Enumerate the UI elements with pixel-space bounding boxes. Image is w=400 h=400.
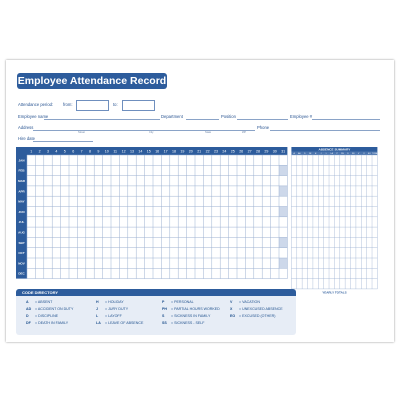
- code-entry-la: [96, 321, 143, 325]
- code-abbrev: AD: [26, 307, 32, 311]
- to-label: to:: [113, 102, 118, 107]
- month-label-apr: APR: [18, 189, 25, 194]
- day-header-21: 21: [197, 149, 202, 154]
- day-header-1: 1: [30, 149, 33, 154]
- day-header-9: 9: [97, 149, 100, 154]
- code-abbrev: EO: [230, 314, 236, 318]
- code-directory: [16, 289, 296, 335]
- code-description: = LEAVE OF ABSENCE: [105, 321, 144, 325]
- code-abbrev: V: [230, 300, 233, 304]
- shaded-cell: [279, 186, 287, 196]
- day-header-20: 20: [188, 149, 193, 154]
- code-abbrev: L: [96, 314, 99, 318]
- code-description: = UNEXCUSED ABSENCE: [239, 307, 283, 311]
- day-header-23: 23: [214, 149, 218, 154]
- month-column: [16, 155, 27, 279]
- summary-code-s: S: [347, 153, 349, 155]
- code-entry-l: [96, 314, 122, 318]
- code-description: = DEATH IN FAMILY: [35, 321, 69, 325]
- day-header-14: 14: [138, 149, 143, 154]
- month-label-dec: DEC: [18, 271, 25, 276]
- code-abbrev: PH: [162, 307, 167, 311]
- day-header-7: 7: [80, 149, 83, 154]
- attendance-form-sheet: [6, 60, 394, 342]
- summary-code-ad: AD: [298, 153, 301, 155]
- summary-code-d: D: [304, 153, 306, 155]
- month-label-mar: MAR: [18, 178, 25, 183]
- day-header-2: 2: [38, 149, 41, 154]
- code-description: = PERSONAL: [171, 300, 194, 304]
- code-entry-s: [162, 314, 210, 318]
- day-header-31: 31: [281, 149, 286, 154]
- absence-summary-title: ABSENCE SUMMARY: [318, 147, 351, 152]
- month-label-jun: JUN: [18, 209, 25, 214]
- shaded-cell: [279, 237, 287, 247]
- day-header-29: 29: [264, 149, 269, 154]
- summary-code-x: X: [363, 153, 365, 155]
- zip-caption: ZIP: [242, 131, 247, 134]
- phone-label: Phone: [257, 125, 270, 130]
- month-label-jul: JUL: [18, 220, 25, 225]
- code-abbrev: H: [96, 300, 99, 304]
- position-label: Position: [221, 114, 236, 119]
- summary-code-ph: PH: [341, 153, 344, 155]
- code-abbrev: A: [26, 300, 29, 304]
- month-label-jan: JAN: [18, 158, 25, 163]
- summary-code-eo: EO: [367, 153, 371, 155]
- day-header-16: 16: [155, 149, 160, 154]
- code-abbrev: P: [162, 300, 165, 304]
- month-label-aug: AUG: [18, 230, 25, 235]
- day-header-3: 3: [47, 149, 49, 154]
- code-entry-ad: [26, 307, 73, 311]
- department-label: Department: [161, 114, 183, 119]
- code-entry-p: [162, 300, 194, 304]
- day-header-10: 10: [104, 149, 109, 154]
- street-caption: Street: [78, 131, 85, 134]
- code-description: = HOLIDAY: [105, 300, 124, 304]
- code-entry-j: [96, 307, 128, 311]
- code-abbrev: S: [162, 314, 165, 318]
- day-header-28: 28: [256, 149, 260, 154]
- hire-date-label: Hire date: [18, 136, 35, 141]
- code-abbrev: X: [230, 307, 233, 311]
- code-description: = ABSENT: [35, 300, 53, 304]
- shaded-cell: [279, 207, 287, 217]
- summary-code-a: A: [293, 153, 295, 155]
- summary-code-p: P: [336, 153, 338, 155]
- day-header-17: 17: [163, 149, 168, 154]
- summary-code-v: V: [357, 153, 360, 155]
- day-header-12: 12: [121, 149, 126, 154]
- day-header-8: 8: [89, 149, 91, 154]
- month-label-nov: NOV: [18, 261, 25, 266]
- code-description: = LAYOFF: [105, 314, 122, 318]
- code-entry-a: [26, 300, 52, 304]
- summary-code-j: J: [320, 153, 322, 155]
- day-header-4: 4: [55, 149, 58, 154]
- code-abbrev: J: [96, 307, 98, 311]
- code-entry-d: [26, 314, 58, 318]
- code-description: = JURY DUTY: [105, 307, 129, 311]
- code-description: = PARTIAL HOURS WORKED: [171, 307, 220, 311]
- code-entry-v: [230, 300, 260, 304]
- code-abbrev: D: [26, 314, 29, 318]
- code-abbrev: LA: [96, 321, 101, 325]
- attendance-period-label: Attendance period:: [18, 102, 54, 107]
- day-header-13: 13: [130, 149, 134, 154]
- day-header-25: 25: [230, 149, 235, 154]
- code-description: = DISCIPLINE: [35, 314, 59, 318]
- day-header-30: 30: [272, 149, 277, 154]
- code-description: = ACCIDENT ON DUTY: [35, 307, 74, 311]
- code-description: = EXCUSED (OTHER): [239, 314, 276, 318]
- day-header-5: 5: [63, 149, 66, 154]
- city-caption: City: [149, 131, 154, 134]
- code-description: = VACATION: [239, 300, 260, 304]
- month-label-sep: SEP: [18, 240, 25, 245]
- code-directory-title: CODE DIRECTORY: [16, 289, 296, 296]
- summary-code-df: DF: [308, 153, 312, 155]
- code-description: = SICKNESS - SELF: [171, 321, 205, 325]
- shaded-cell: [279, 258, 287, 268]
- summary-code-l: L: [325, 153, 327, 155]
- code-entry-h: [96, 300, 124, 304]
- day-header-26: 26: [239, 149, 244, 154]
- summary-code-ss: SS: [351, 153, 355, 155]
- month-label-may: MAY: [18, 199, 25, 204]
- form-title: Employee Attendance Record: [17, 75, 167, 87]
- employee-name-label: Employee name: [18, 114, 49, 119]
- day-header-22: 22: [205, 149, 210, 154]
- yearly-totals-label: YEARLY TOTALS: [322, 290, 347, 295]
- code-abbrev: DF: [26, 321, 31, 325]
- summary-code-h: H: [314, 153, 317, 155]
- day-header-27: 27: [247, 149, 252, 154]
- shaded-cell: [279, 165, 287, 175]
- code-entry-x: [230, 307, 283, 311]
- address-label: Address: [18, 125, 34, 130]
- code-entry-ss: [162, 321, 204, 325]
- code-abbrev: SS: [162, 321, 167, 325]
- code-entry-df: [26, 321, 68, 325]
- day-header-19: 19: [180, 149, 185, 154]
- code-entry-ph: [162, 307, 220, 311]
- state-caption: State: [205, 131, 212, 134]
- day-header-18: 18: [172, 149, 176, 154]
- month-label-oct: OCT: [18, 251, 25, 256]
- employee-number-label: Employee #: [290, 114, 313, 119]
- summary-code-la: LA: [330, 153, 333, 155]
- day-header-15: 15: [146, 149, 151, 154]
- day-header-6: 6: [72, 149, 75, 154]
- code-entry-eo: [230, 314, 275, 318]
- summary-code-total: TOTAL: [371, 153, 378, 155]
- day-header-24: 24: [222, 149, 227, 154]
- code-description: = SICKNESS IN FAMILY: [171, 314, 211, 318]
- day-header-11: 11: [113, 149, 118, 154]
- from-label: from:: [63, 102, 73, 107]
- month-label-feb: FEB: [18, 168, 25, 173]
